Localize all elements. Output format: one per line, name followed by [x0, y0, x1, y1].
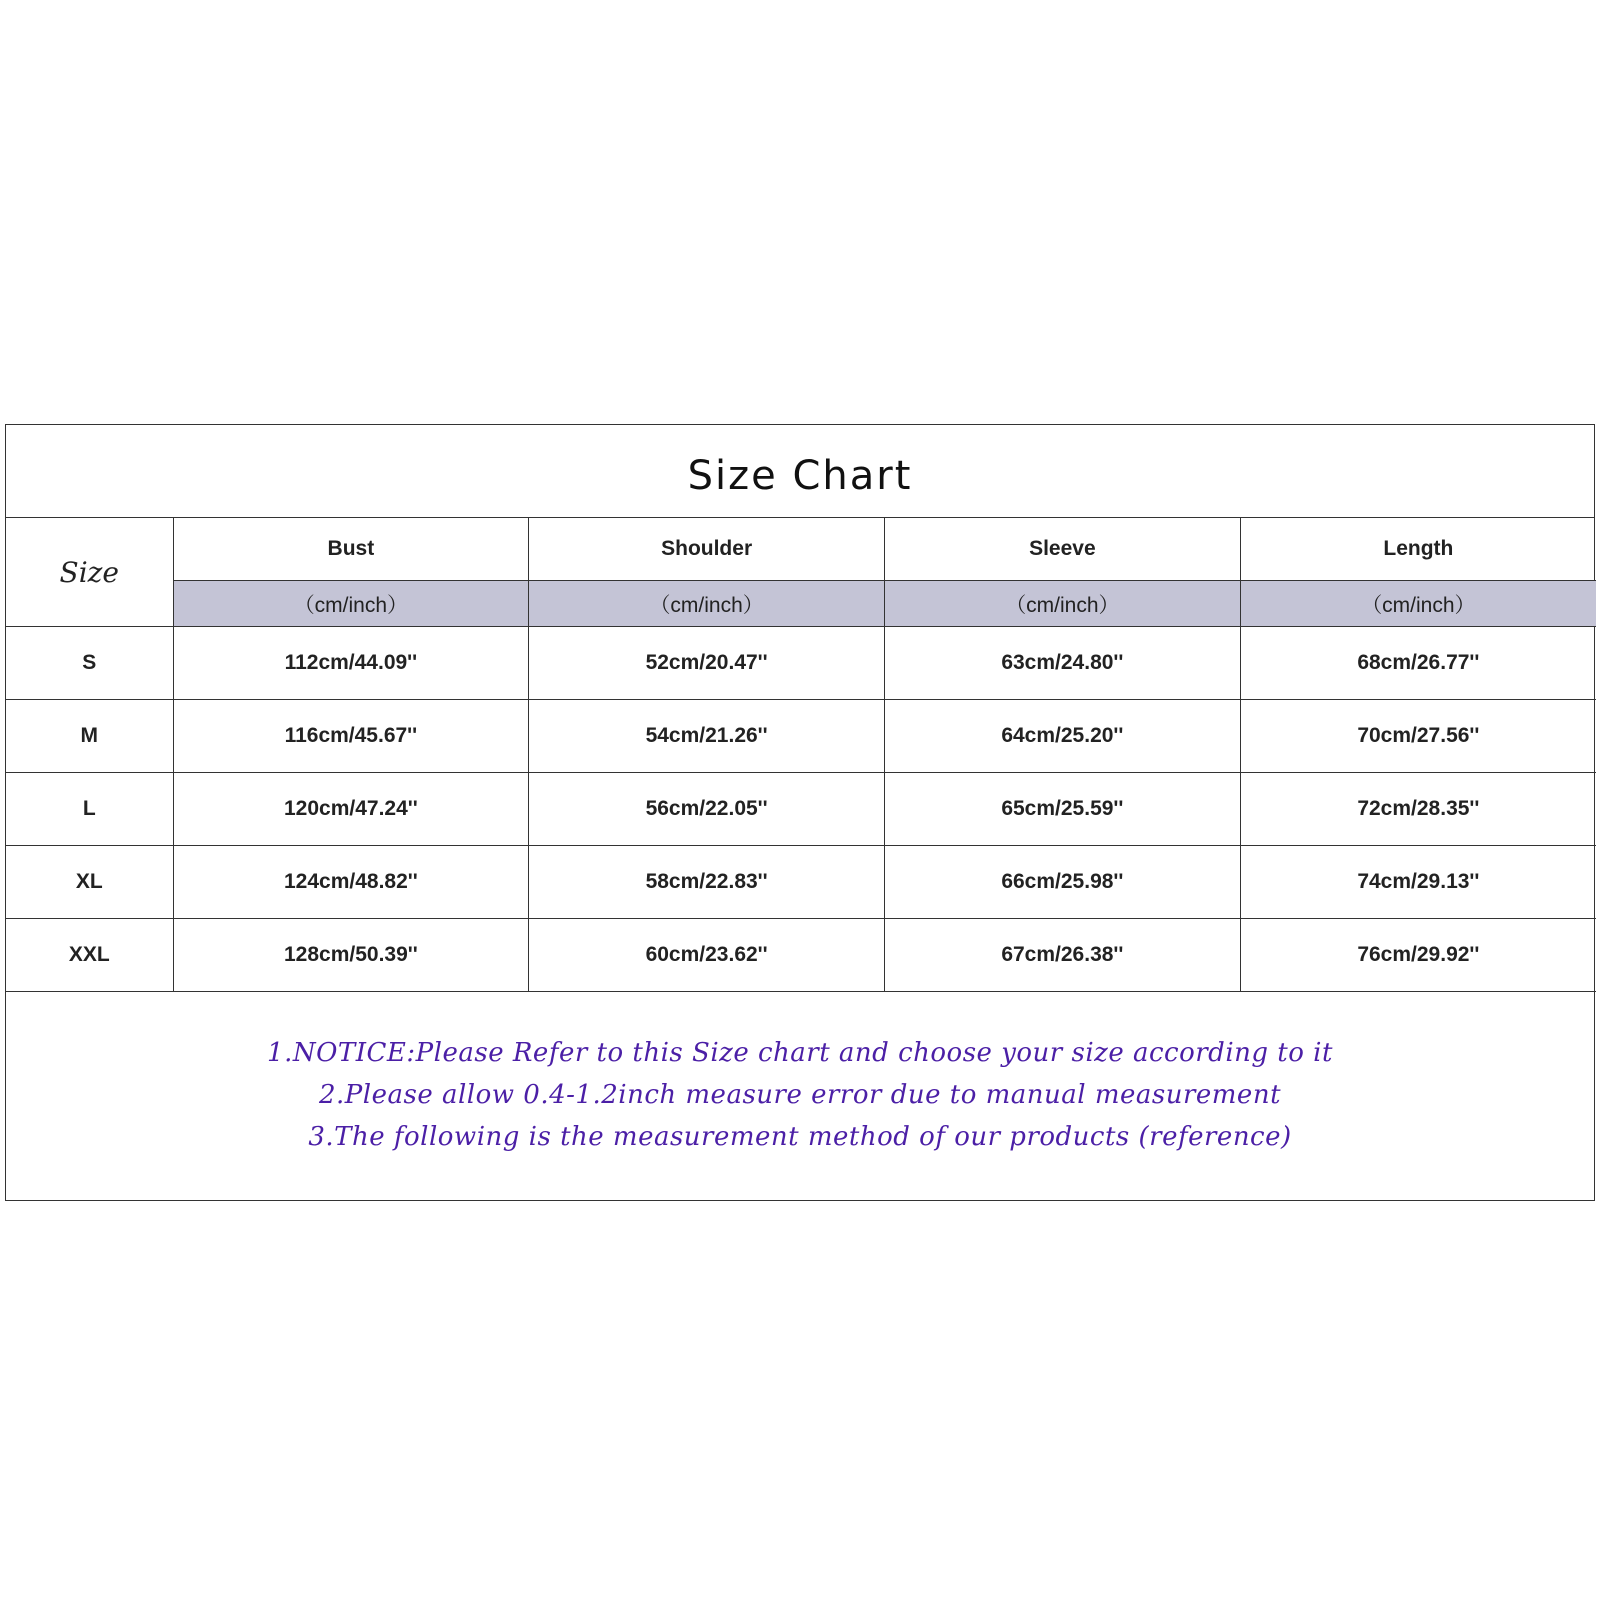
- cell-bust: 120cm/47.24'': [173, 773, 529, 846]
- cell-length: 72cm/28.35'': [1240, 773, 1596, 846]
- table-row-m: [6, 700, 1596, 773]
- size-column-header: Size: [6, 518, 173, 627]
- note-1: 1.NOTICE:Please Refer to this Size chart and choose your size according to it: [267, 1038, 1333, 1068]
- cell-bust: 124cm/48.82'': [173, 846, 529, 919]
- cell-bust: 116cm/45.67'': [173, 700, 529, 773]
- column-header-bust: Bust: [173, 518, 529, 581]
- unit-length: （cm/inch）: [1240, 581, 1596, 627]
- cell-shoulder: 56cm/22.05'': [529, 773, 885, 846]
- cell-sleeve: 66cm/25.98'': [885, 846, 1241, 919]
- cell-shoulder: 54cm/21.26'': [529, 700, 885, 773]
- column-header-sleeve: Sleeve: [885, 518, 1241, 581]
- cell-length: 74cm/29.13'': [1240, 846, 1596, 919]
- size-label: M: [6, 700, 173, 773]
- cell-sleeve: 64cm/25.20'': [885, 700, 1241, 773]
- cell-bust: 128cm/50.39'': [173, 919, 529, 992]
- cell-bust: 112cm/44.09'': [173, 627, 529, 700]
- cell-length: 68cm/26.77'': [1240, 627, 1596, 700]
- title-row: [6, 425, 1594, 518]
- header-row: [6, 518, 1596, 581]
- cell-shoulder: 52cm/20.47'': [529, 627, 885, 700]
- size-table: [6, 518, 1596, 992]
- cell-shoulder: 60cm/23.62'': [529, 919, 885, 992]
- cell-length: 70cm/27.56'': [1240, 700, 1596, 773]
- table-row-l: [6, 773, 1596, 846]
- size-label: XL: [6, 846, 173, 919]
- size-chart: [5, 424, 1595, 1201]
- column-header-shoulder: Shoulder: [529, 518, 885, 581]
- cell-shoulder: 58cm/22.83'': [529, 846, 885, 919]
- size-label: S: [6, 627, 173, 700]
- notes-section: [6, 998, 1594, 1198]
- cell-sleeve: 63cm/24.80'': [885, 627, 1241, 700]
- cell-length: 76cm/29.92'': [1240, 919, 1596, 992]
- chart-title: Size Chart: [687, 453, 913, 499]
- unit-shoulder: （cm/inch）: [529, 581, 885, 627]
- table-row-xl: [6, 846, 1596, 919]
- unit-row: [6, 581, 1596, 627]
- size-label: L: [6, 773, 173, 846]
- note-3: 3.The following is the measurement method of our products (reference): [308, 1122, 1292, 1152]
- unit-sleeve: （cm/inch）: [885, 581, 1241, 627]
- table-row-s: [6, 627, 1596, 700]
- unit-bust: （cm/inch）: [173, 581, 529, 627]
- note-2: 2.Please allow 0.4-1.2inch measure error due to manual measurement: [318, 1080, 1282, 1110]
- cell-sleeve: 67cm/26.38'': [885, 919, 1241, 992]
- column-header-length: Length: [1240, 518, 1596, 581]
- size-label: XXL: [6, 919, 173, 992]
- cell-sleeve: 65cm/25.59'': [885, 773, 1241, 846]
- table-row-xxl: [6, 919, 1596, 992]
